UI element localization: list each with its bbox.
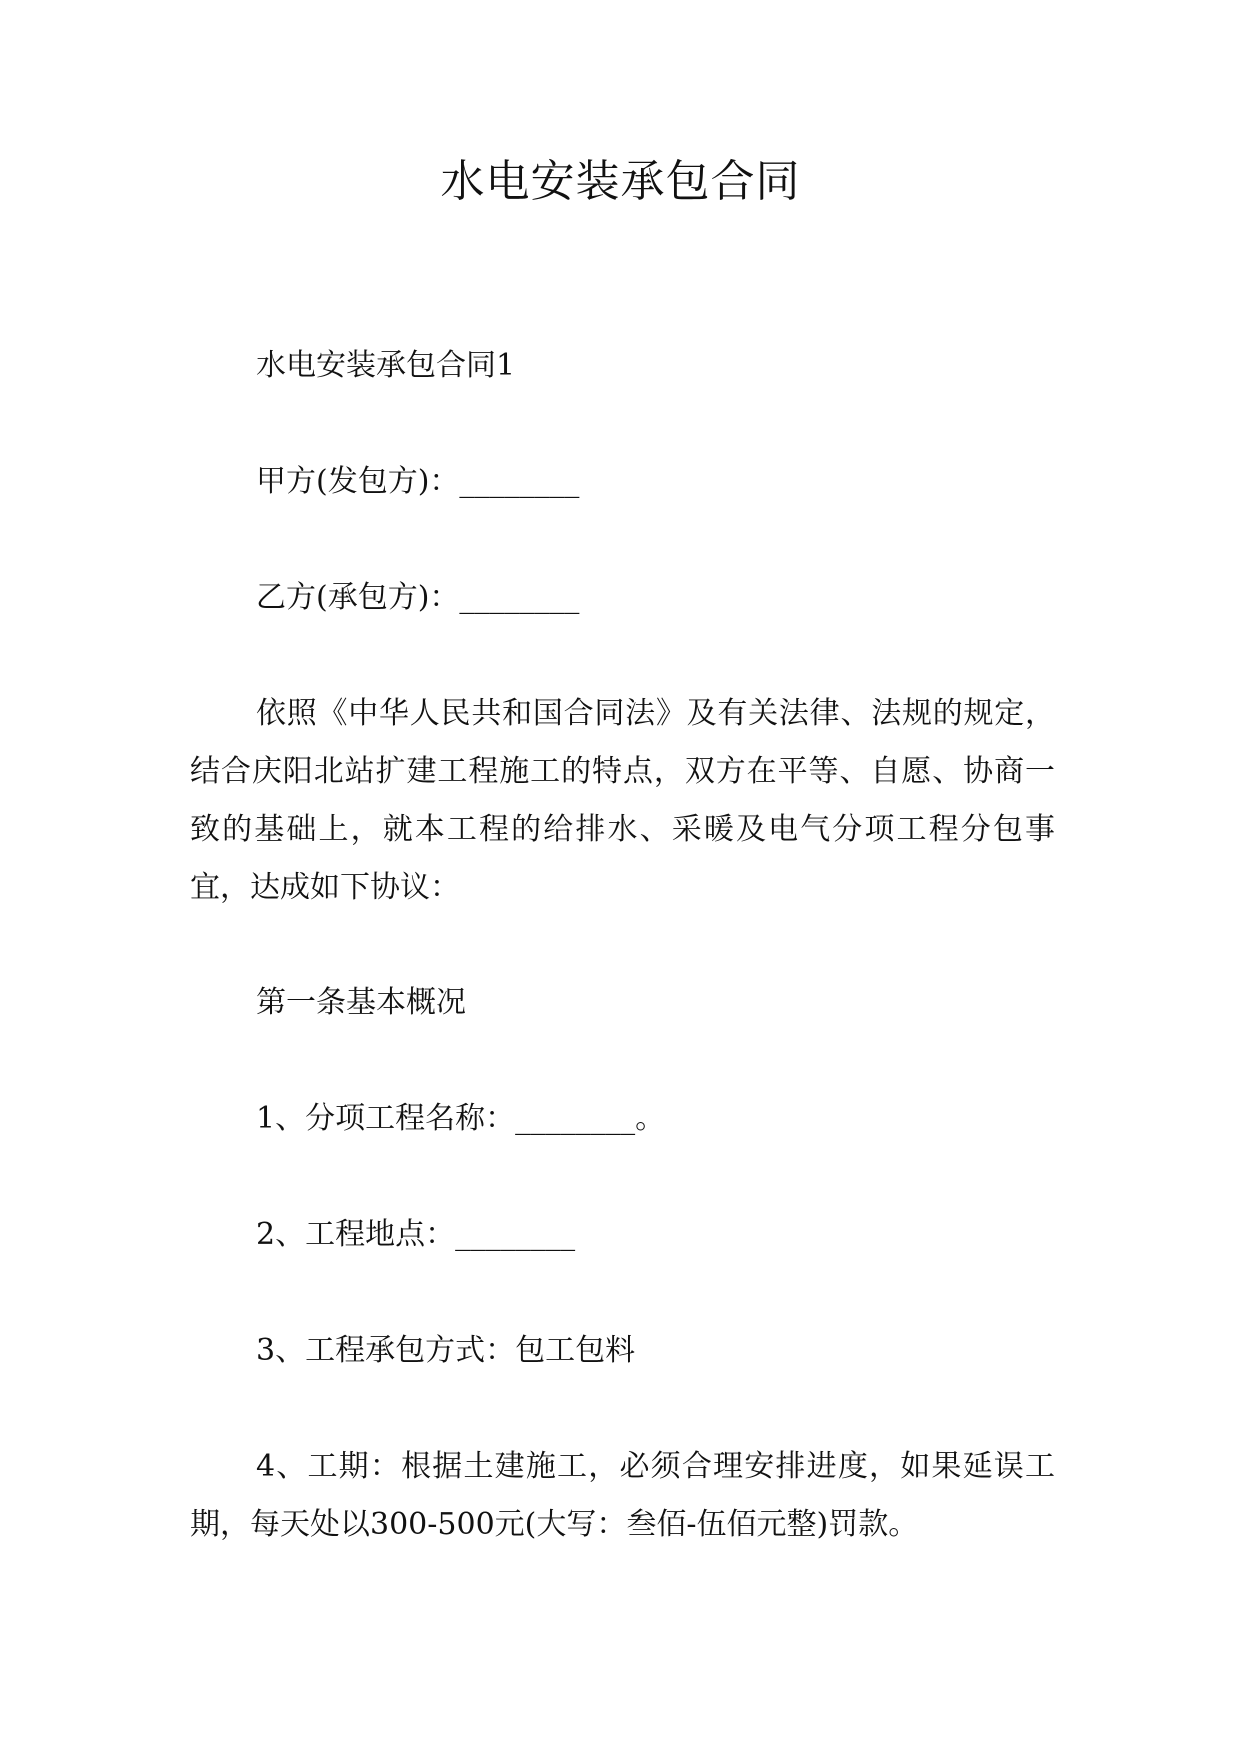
item-contract-method: 3、工程承包方式：包工包料 <box>256 1333 636 1368</box>
document-title: 水电安装承包合同 <box>440 156 801 207</box>
party-a-line: 甲方(发包方)：________ <box>256 464 580 499</box>
item-project-name: 1、分项工程名称：________。 <box>256 1101 666 1136</box>
contract-subtitle: 水电安装承包合同1 <box>256 348 516 383</box>
item-project-location: 2、工程地点：________ <box>256 1217 576 1252</box>
item-construction-period: 4、工期：根据土建施工，必须合理安排进度，如果延误工期，每天处以300-500元(大写：叁佰-伍佰元整)罚款。 <box>190 1449 1055 1542</box>
article-one-heading: 第一条基本概况 <box>256 985 466 1020</box>
party-b-line: 乙方(承包方)：________ <box>256 580 580 615</box>
preamble-paragraph: 依照《中华人民共和国合同法》及有关法律、法规的规定，结合庆阳北站扩建工程施工的特点，双方在平等、自愿、协商一致的基础上，就本工程的给排水、采暖及电气分项工程分包事宜，达成如下协议： <box>190 696 1055 905</box>
